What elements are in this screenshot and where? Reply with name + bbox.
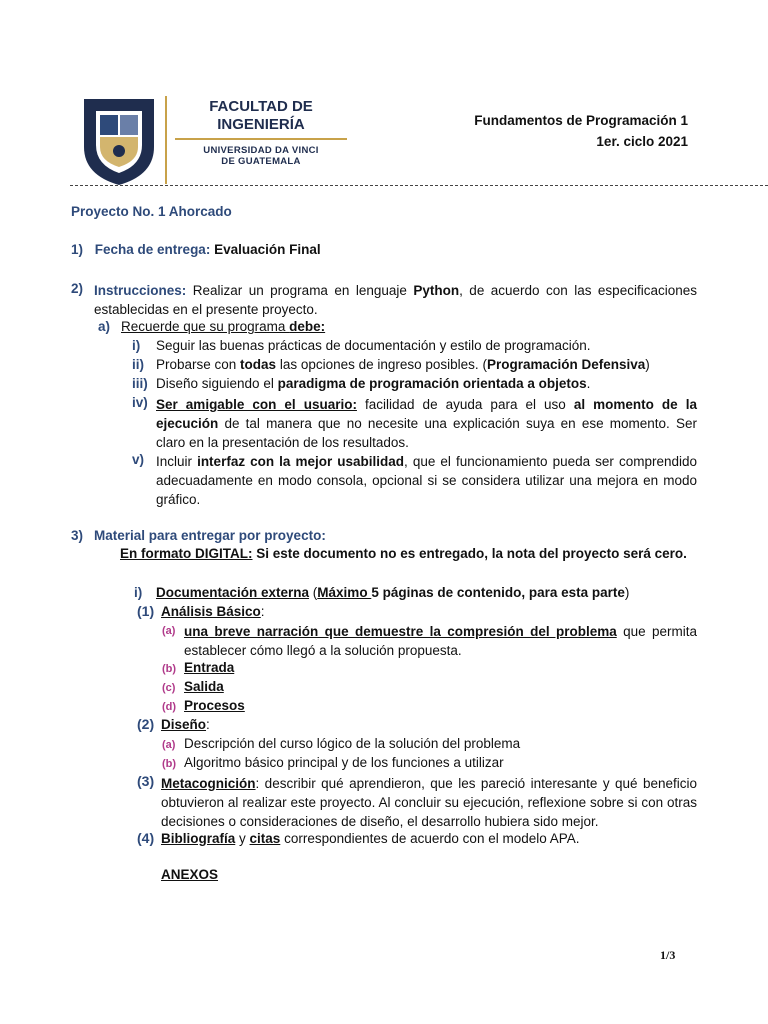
bibliography-text3: citas — [249, 831, 281, 846]
output-item: Salida — [184, 679, 224, 694]
roman-v-text1: Incluir — [156, 454, 198, 469]
course-name: Fundamentos de Programación 1 — [474, 113, 688, 128]
university-line1: UNIVERSIDAD DA VINCI — [203, 145, 319, 156]
item-a-text2: debe: — [289, 319, 326, 334]
faculty-line2: INGENIERÍA — [217, 116, 305, 133]
instructions-python: Python — [413, 283, 460, 298]
roman-ii-text2: todas — [240, 357, 277, 372]
delivery-date: Evaluación Final — [214, 242, 321, 257]
roman-ii-text4: Programación Defensiva — [486, 357, 646, 372]
roman-iii-text2: paradigma de programación orientada a objetos — [277, 376, 587, 391]
ext-doc-text4: 5 páginas de contenido, para esta parte — [371, 585, 625, 600]
sub-b2-label: (b) — [162, 758, 177, 770]
metacognition-line2: obtuvieron al realizar este proyecto. Al concluir su ejecución, reflexione sobre si con — [161, 795, 664, 810]
item-a-text1: Recuerde que su programa — [121, 319, 290, 334]
item-a-label: a) — [98, 319, 111, 334]
roman-iv-text2: facilidad de ayuda para el uso — [356, 397, 574, 412]
roman-v-label: v) — [132, 452, 145, 467]
roman-iii-text1: Diseño siguiendo el — [156, 376, 278, 391]
project-title: Proyecto No. 1 Ahorcado — [71, 204, 232, 219]
roman-iv-line2: de tal manera que no necesite una explicación suya en ese momento. Ser claro en la — [156, 416, 697, 450]
section-1 — [71, 242, 321, 257]
item-a — [121, 319, 325, 334]
digital-format-text: Si este documento no es entregado, la nota del proyecto será cero. — [252, 546, 687, 561]
instructions-text1: Realizar un programa en lenguaje — [192, 283, 414, 298]
section-1-label: Fecha de entrega: — [94, 242, 211, 257]
roman-i-label: i) — [132, 338, 141, 353]
roman-iv-line3: presentación de los resultados. — [222, 435, 409, 450]
basic-analysis-text2: : — [260, 604, 265, 619]
metacognition-text1: Metacognición — [161, 776, 256, 791]
metacognition — [161, 774, 697, 831]
sub-a2-label: (a) — [162, 739, 176, 751]
instructions-text4: establecidas en el presente proyecto. — [94, 302, 318, 317]
section-3-label: Material para entregar por proyecto: — [94, 528, 326, 543]
header-divider-vertical — [165, 96, 167, 184]
sub-d-label: (d) — [162, 701, 177, 713]
roman-ii-text1: Probarse con — [156, 357, 241, 372]
basic-analysis — [161, 604, 265, 619]
num-2-label: (2) — [137, 716, 155, 732]
roman-ii-text5: ) — [645, 357, 650, 372]
roman-iii — [156, 376, 590, 391]
basic-analysis-text1: Análisis Básico — [161, 604, 261, 619]
design-text1: Diseño — [161, 717, 207, 732]
roman-ii-label: ii) — [132, 357, 144, 372]
roman-iv-text1: Ser amigable con el usuario: — [156, 397, 357, 412]
roman-v-text2: interfaz con la mejor usabilidad — [197, 454, 405, 469]
section-1-number: 1) — [71, 242, 84, 257]
bibliography — [161, 831, 580, 846]
university-name — [175, 145, 347, 167]
sub-a-label: (a) — [162, 625, 176, 637]
design — [161, 717, 210, 732]
page-number: 1/3 — [660, 948, 676, 962]
roman-iv-label: iv) — [132, 395, 148, 410]
faculty-line1: FACULTAD DE — [209, 98, 313, 115]
roman-v-line3: gráfico. — [156, 492, 201, 507]
faculty-name — [175, 98, 347, 134]
sub-a — [184, 622, 697, 660]
external-documentation — [156, 585, 629, 600]
metacognition-text2: : describir qué aprendieron, que les pareció interesante y qué beneficio — [255, 776, 697, 791]
sub-a-text1: una breve narración que demuestre la compresión del problema — [184, 624, 617, 639]
university-seal — [80, 95, 158, 187]
bibliography-text1: Bibliografía — [161, 831, 236, 846]
sub-c-label: (c) — [162, 682, 176, 694]
section-2-number: 2) — [71, 281, 84, 296]
roman-iii-label: iii) — [132, 376, 148, 391]
sub-a-line2: establecer cómo llegó a la solución propuesta. — [184, 643, 462, 658]
course-cycle: 1er. ciclo 2021 — [596, 134, 688, 149]
roman-v-text3: , que el funcionamiento pueda ser comprendido — [404, 454, 698, 469]
ext-doc-text1: Documentación externa — [156, 585, 310, 600]
digital-format-note — [120, 546, 687, 561]
bibliography-text2: y — [235, 831, 250, 846]
roman-ii — [156, 357, 650, 372]
roman-iv-text3: al momento de la ejecución — [156, 397, 697, 431]
instructions-paragraph — [94, 281, 697, 319]
section-3-number: 3) — [71, 528, 84, 543]
annexes-heading: ANEXOS — [161, 867, 219, 882]
metacognition-line3: otras decisiones o consideraciones de diseño, el desarrollo hubiera sido mejor. — [161, 795, 697, 829]
roman-iii-text3: . — [586, 376, 591, 391]
roman-iv — [156, 395, 697, 452]
roman-i-text: Seguir las buenas prácticas de documentación y estilo de programación. — [156, 338, 591, 353]
ext-doc-text5: ) — [624, 585, 630, 600]
s3-roman-i-label: i) — [134, 585, 143, 600]
bibliography-text4: correspondientes de acuerdo con el modelo APA. — [280, 831, 580, 846]
ext-doc-text3: Máximo — [317, 585, 372, 600]
roman-v — [156, 452, 697, 509]
sub-a2-text: Descripción del curso lógico de la solución del problema — [184, 736, 521, 751]
ext-doc-text2: ( — [309, 585, 318, 600]
num-3-label: (3) — [137, 773, 155, 789]
instructions-text3: , de acuerdo con las especificaciones — [459, 283, 697, 298]
course-info — [474, 110, 688, 152]
digital-format-label: En formato DIGITAL: — [120, 546, 253, 561]
num-1-label: (1) — [137, 603, 155, 619]
header-divider-horizontal — [175, 138, 347, 140]
instructions-label: Instrucciones: — [94, 283, 187, 298]
header-dashed-divider — [70, 185, 768, 186]
roman-v-line2: adecuadamente en modo consola, opcional si se considera utilizar una mejora en modo — [156, 473, 697, 488]
sub-b2-text: Algoritmo básico principal y de los funciones a utilizar — [184, 755, 504, 770]
university-line2: DE GUATEMALA — [221, 156, 301, 167]
roman-ii-text3: las opciones de ingreso posibles. ( — [276, 357, 487, 372]
input-item: Entrada — [184, 660, 235, 675]
process-item: Procesos — [184, 698, 245, 713]
sub-b-label: (b) — [162, 663, 177, 675]
num-4-label: (4) — [137, 830, 155, 846]
sub-a-text2: que permita — [616, 624, 697, 639]
design-text2: : — [206, 717, 210, 732]
